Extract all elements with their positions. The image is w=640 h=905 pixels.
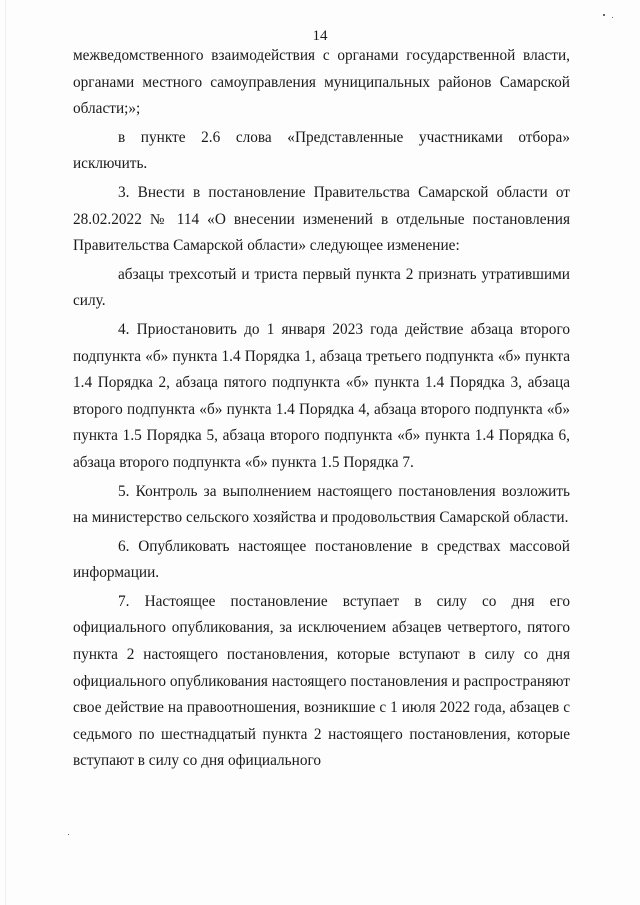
scan-edge-line xyxy=(5,0,6,905)
paragraph-7: 7. Настоящее постановление вступает в силу со дня его официального опубликования, за исключением абзацев четвертого, пятого пункта 2 настоящего постановления, которые вступают в силу со дня официального опубликования настоящего постановления и распространяют свое действие на правоотношения, возникшие с 1 июля 2022 года, абзацев с седьмого по шестнадцатый пункта 2 настоящего постановления, которые вступают в силу со дня официального xyxy=(73,592,570,770)
scan-speck xyxy=(68,834,69,835)
scan-speck xyxy=(603,14,605,16)
paragraph-5: 5. Контроль за выполнением настоящего постановления возложить на министерство сельского хозяйства и продовольствия Самарской области. xyxy=(73,482,570,527)
paragraph-3: 3. Внести в постановление Правительства Самарской области от 28.02.2022 № 114 «О внесении изменений в отдельные постановления Правительства Самарской области» следующее изменение: xyxy=(73,183,570,255)
document-body xyxy=(73,43,570,775)
page-number: 14 xyxy=(312,28,328,44)
scan-speck xyxy=(612,17,613,18)
paragraph-6: 6. Опубликовать настоящее постановление в средствах массовой информации. xyxy=(73,537,570,582)
paragraph-continuation: межведомственного взаимодействия с органами государственной власти, органами местного самоуправления муниципальных районов Самарской области;»; xyxy=(73,47,570,118)
paragraph-4: 4. Приостановить до 1 января 2023 года действие абзаца второго подпункта «б» пункта 1.4 Порядка 1, абзаца третьего подпункта «б» пункта 1.4 Порядка 2, абзаца пятого подпункта «б» пункта 1.4 Порядка 3, абзаца второго подпункта «б» пункта 1.4 Порядка 4, абзаца второго подпункта «б» пункта 1.5 Порядка 5, абзаца второго подпункта «б» пункта 1.4 Порядка 6, абзаца второго подпункта «б» пункта 1.5 Порядка 7. xyxy=(73,320,570,471)
paragraph-3-subclause: абзацы трехсотый и триста первый пункта 2 признать утратившими силу. xyxy=(73,265,570,310)
paragraph-2-6-amendment: в пункте 2.6 слова «Представленные участниками отбора» исключить. xyxy=(73,128,570,173)
